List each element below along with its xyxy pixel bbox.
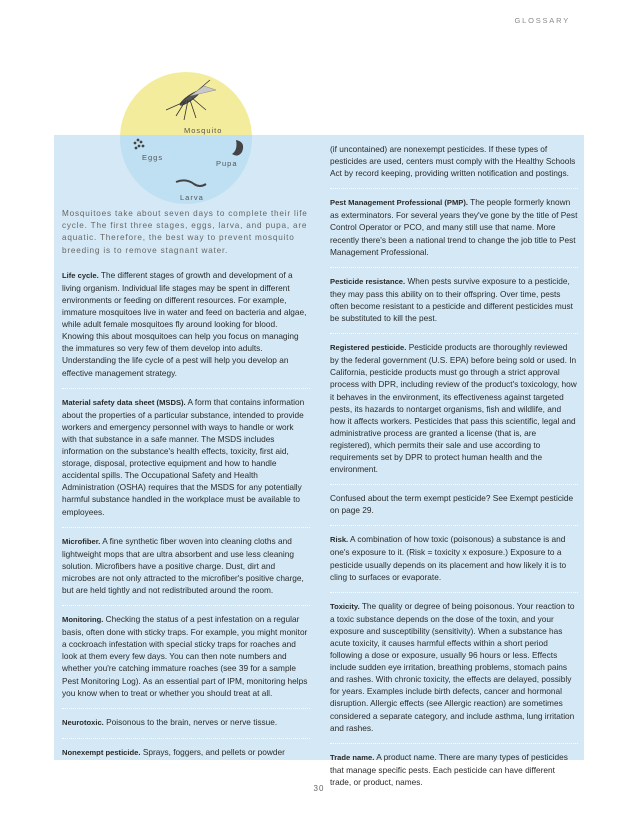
glossary-entry: [62, 396, 310, 518]
entry-divider: [62, 388, 310, 389]
glossary-definition: The different stages of growth and development of a living organism. Individual life stages may be spent in different environments or feeding on different resources. For example, immature mosquitoes live in water and feed on bacteria and algae, while adult female mosquitoes fly around looking for blood. Knowing this about mosquitoes can help you focus on managing the immatures so very few of them develop into adults. Understanding the life cycle of a pest will help you develop an effective management strategy.: [62, 269, 307, 378]
entry-divider: [62, 605, 310, 606]
glossary-entry: [62, 269, 310, 379]
glossary-term: Pest Management Professional (PMP).: [330, 198, 468, 208]
glossary-term: Toxicity.: [330, 601, 360, 611]
glossary-definition: A fine synthetic fiber woven into cleaning cloths and lightweight mops that are ultra absorbent and use less cleaning solution. Microfibers have a positive charge. Dust, dirt and microbes are not only attracted to the microfiber's positive charge, but are held tightly and not redistributed around the room.: [62, 535, 304, 595]
entry-divider: [62, 708, 310, 709]
entry-divider: [330, 188, 578, 189]
entry-divider: [62, 527, 310, 528]
glossary-entry: [330, 492, 578, 516]
glossary-term: Monitoring.: [62, 615, 104, 625]
right-column: [330, 143, 578, 797]
glossary-definition: Pesticide products are thoroughly reviewed by the federal government (U.S. EPA) before being sold or used. In California, pesticide products must go through a strict approval process with DPR, including review of the product's toxicology, how it behaves in the environment, its effectiveness against targeted pests, its hazards to nontarget organisms, fish and wildlife, and how it affects workers. Pesticides that pass this scientific, legal and administrative process are granted a license (that is, are registered), which permits their sale and use according to requirements set by DPR to protect human health and the environment.: [330, 342, 577, 475]
entry-divider: [330, 525, 578, 526]
label-mosquito: Mosquito: [184, 126, 223, 135]
entry-divider: [62, 738, 310, 739]
glossary-entry: [330, 751, 578, 788]
glossary-entry: [62, 716, 310, 729]
label-larva: Larva: [180, 193, 204, 202]
glossary-entry: [330, 341, 578, 475]
glossary-definition: Sprays, foggers, and pellets or powder: [142, 746, 285, 757]
glossary-term: Neurotoxic.: [62, 717, 104, 727]
glossary-term: Material safety data sheet (MSDS).: [62, 397, 186, 407]
glossary-term: Nonexempt pesticide.: [62, 747, 141, 757]
glossary-definition: A combination of how toxic (poisonous) a substance is and one's exposure to it. (Risk = toxicity x exposure.) Exposure to a pesticide usually depends on its placement and how likely it is to cling to surfaces or evaporate.: [330, 534, 567, 582]
glossary-definition: When pests survive exposure to a pesticide, they may pass this ability on to their offspring. Over time, pests often become resistant to a pesticide and different pesticides must be substituted to kill the pest.: [330, 275, 573, 324]
entry-divider: [330, 267, 578, 268]
glossary-term: Risk.: [330, 535, 349, 545]
page-number: 30: [313, 784, 325, 793]
glossary-term: Pesticide resistance.: [330, 276, 406, 286]
glossary-term: Registered pesticide.: [330, 343, 407, 353]
glossary-entry: [330, 600, 578, 734]
glossary-definition: Confused about the term exempt pesticide? See Exempt pesticide on page 29.: [330, 493, 574, 516]
label-eggs: Eggs: [142, 153, 164, 162]
glossary-entry: [330, 196, 578, 257]
glossary-entry: [62, 613, 310, 699]
glossary-definition: The people formerly known as exterminators. For several years they've gone by the title of Pest Control Operator or PCO, and many still use that name. More recently there's been a national trend to change the job title to Pest Management Professional.: [330, 197, 578, 257]
glossary-entry: [330, 275, 578, 324]
label-pupa: Pupa: [216, 159, 238, 168]
glossary-term: Microfiber.: [62, 536, 101, 546]
glossary-entry: [330, 533, 578, 582]
left-column: [62, 208, 310, 768]
glossary-entry: [330, 143, 578, 179]
glossary-definition: (if uncontained) are nonexempt pesticides. If these types of pesticides are used, centers must comply with the Healthy Schools Act by record keeping, providing written notification and postings.: [330, 144, 576, 179]
glossary-definition: A form that contains information about the properties of a particular substance, intended to provide workers and emergency personnel with ways to handle or work with that substance in a safe manner. The MSDS includes information on the substance's health effects, toxicity, first aid, storage, disposal, protective equipment and how to handle accidental spills. The Occupational Safety and Health Administration (OSHA) requires that the MSDS for any potentially harmful substance handled in the workplace must be available to employees.: [62, 396, 305, 517]
glossary-entry: [62, 535, 310, 596]
glossary-list-right: [330, 143, 578, 788]
entry-divider: [330, 743, 578, 744]
glossary-list-left: [62, 269, 310, 759]
glossary-entry: [62, 746, 310, 759]
running-header: GLOSSARY: [514, 16, 570, 25]
glossary-term: Life cycle.: [62, 270, 99, 280]
glossary-definition: The quality or degree of being poisonous. Your reaction to a toxic substance depends on the dose of the toxin, and your exposure and susceptibility (sensitivity). When a substance has acute toxicity, it causes harmful effects within a short period following a dose or exposure, usually 96 hours or less. Effects include sudden eye irritation, breathing problems, stomach pains and rashes. With chronic toxicity, the effects are delayed, possibly for years. Examples include birth defects, cancer and hormonal disruption. Allergic effects (see Allergic reaction) are sometimes considered a separate category, and include asthma, lung irritation and rashes.: [330, 600, 575, 733]
glossary-definition: Poisonous to the brain, nerves or nerve tissue.: [106, 716, 278, 727]
figure-caption: Mosquitoes take about seven days to complete their life cycle. The first three stages, eggs, larva, and pupa, are aquatic. Therefore, the best way to prevent mosquito breeding is to remove stagnant water.: [62, 209, 308, 255]
entry-divider: [330, 484, 578, 485]
glossary-term: Trade name.: [330, 752, 375, 762]
glossary-definition: Checking the status of a pest infestation on a regular basis, often done with sticky traps. For example, you might monitor a cockroach infestation with special sticky traps for roaches and look at them every few days. You can then note numbers and whether you're catching immature roaches (see 39 for a sample Pest Monitoring Log). As an essential part of IPM, monitoring helps you know when to treat or whether you should treat at all.: [62, 614, 308, 698]
entry-divider: [330, 333, 578, 334]
entry-divider: [330, 592, 578, 593]
mosquito-life-cycle-figure: [118, 70, 254, 206]
glossary-definition: A product name. There are many types of pesticides that manage specific pests. Each pesticide can have different trade, or product, names.: [330, 751, 568, 787]
